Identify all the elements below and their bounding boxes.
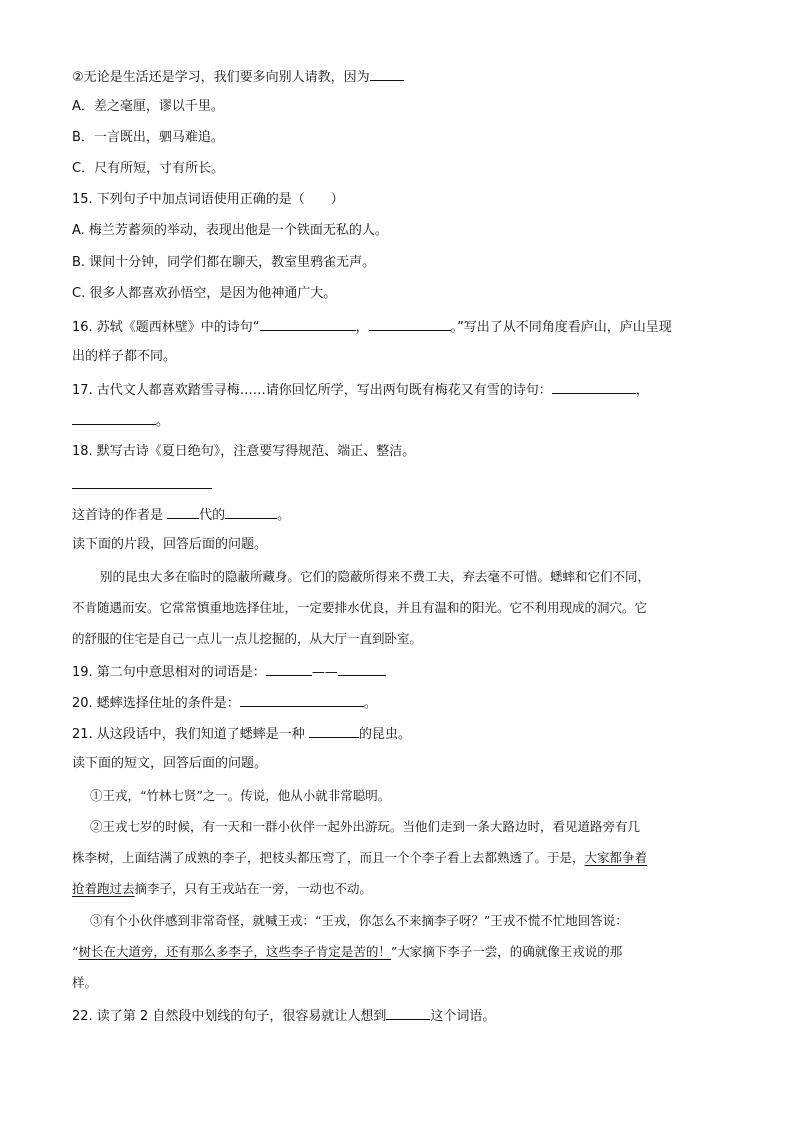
answer-blank[interactable]: [552, 380, 636, 394]
passage-2-para-2-line-1: ②王戎七岁的时候，有一天和一群小伙伴一起外出游玩。当他们走到一条大路边时，看见道路旁有几: [90, 819, 641, 834]
poem-writing-line[interactable]: [72, 488, 212, 489]
passage-2-para-3-line-3: 样。: [72, 975, 98, 990]
answer-blank[interactable]: [260, 317, 356, 331]
option-a: A．差之毫厘，谬以千里。: [72, 99, 224, 114]
passage-1-line-3: 的舒服的住宅是自己一点儿一点儿挖掘的，从大厅一直到卧室。: [72, 631, 423, 646]
question-16: 16. 苏轼《题西林壁》中的诗句“ ， 。”写出了从不同角度看庐山，庐山呈现: [72, 317, 672, 337]
question-20: 20. 蟋蟀选择住址的条件是： 。: [72, 693, 377, 713]
question-15-option-c: C. 很多人都喜欢孙悟空，是因为他神通广大。: [72, 286, 337, 301]
passage-2-para-2-line-2: 株李树，上面结满了成熟的李子，把枝头都压弯了，而且一个个李子看上去都熟透了。于是，大家都争着: [72, 850, 648, 865]
answer-blank[interactable]: [309, 724, 359, 738]
passage-1-line-1: 别的昆虫大多在临时的隐蔽所藏身。它们的隐蔽所得来不费工夫，弃去毫不可惜。蟋蟀和它们不同，: [100, 569, 651, 584]
question-22: 22. 读了第 2 自然段中划线的句子，很容易就让人想到 这个词语。: [72, 1006, 495, 1026]
answer-blank[interactable]: [225, 505, 277, 519]
question-19: 19. 第二句中意思相对的词语是： ——: [72, 662, 386, 682]
answer-blank[interactable]: [72, 411, 156, 425]
underlined-sentence: 大家都争着: [584, 850, 648, 865]
question-15-option-a: A. 梅兰芳蓄须的举动，表现出他是一个铁面无私的人。: [72, 223, 388, 238]
question-17-continued: 。: [72, 411, 169, 431]
question-14-item-2: ②无论是生活还是学习，我们要多向别人请教，因为: [72, 67, 404, 87]
passage-2-para-3-line-2: “树长在大道旁，还有那么多李子，这些李子肯定是苦的！”大家摘下李子一尝，的确就像王戎说的那: [72, 944, 623, 959]
underlined-sentence: 抢着跑过去: [72, 881, 135, 896]
answer-blank[interactable]: [240, 693, 364, 707]
question-16-continued: 出的样子都不同。: [72, 349, 177, 364]
answer-blank[interactable]: [167, 505, 199, 519]
underlined-quote: 树长在大道旁，还有那么多李子，这些李子肯定是苦的！: [78, 944, 391, 959]
passage-2-para-2-line-3: 抢着跑过去摘李子，只有王戎站在一旁，一动也不动。: [72, 881, 373, 896]
passage-2-para-1: ①王戎，“竹林七贤”之一。传说，他从小就非常聪明。: [90, 788, 391, 803]
question-15-option-b: B. 课间十分钟，同学们都在聊天，教室里鸦雀无声。: [72, 255, 376, 270]
option-c: C．尺有所短，寸有所长。: [72, 161, 225, 176]
reading-instruction-1: 读下面的片段，回答后面的问题。: [72, 537, 268, 552]
answer-blank[interactable]: [370, 67, 404, 81]
question-18: 18. 默写古诗《夏日绝句》，注意要写得规范、端正、整洁。: [72, 444, 416, 459]
option-b: B．一言既出，驷马难追。: [72, 130, 224, 145]
answer-blank[interactable]: [266, 662, 312, 676]
passage-2-para-3-line-1: ③有个小伙伴感到非常奇怪，就喊王戎：“王戎，你怎么不来摘李子呀？”王戎不慌不忙地回答说：: [90, 913, 628, 928]
question-15: 15. 下列句子中加点词语使用正确的是（ ）: [72, 192, 344, 207]
answer-blank[interactable]: [338, 662, 386, 676]
question-21: 21. 从这段话中，我们知道了蟋蟀是一种 的昆虫。: [72, 724, 411, 744]
passage-1-line-2: 不肯随遇而安。它常常慎重地选择住址，一定要排水优良，并且有温和的阳光。它不利用现成的洞穴。它: [72, 600, 648, 615]
reading-instruction-2: 读下面的短文，回答后面的问题。: [72, 756, 268, 771]
question-18-author: 这首诗的作者是 代的 。: [72, 505, 290, 525]
question-17: 17. 古代文人都喜欢踏雪寻梅……请你回忆所学，写出两句既有梅花又有雪的诗句： ，: [72, 380, 649, 400]
answer-blank[interactable]: [386, 1006, 430, 1020]
answer-blank[interactable]: [369, 317, 451, 331]
